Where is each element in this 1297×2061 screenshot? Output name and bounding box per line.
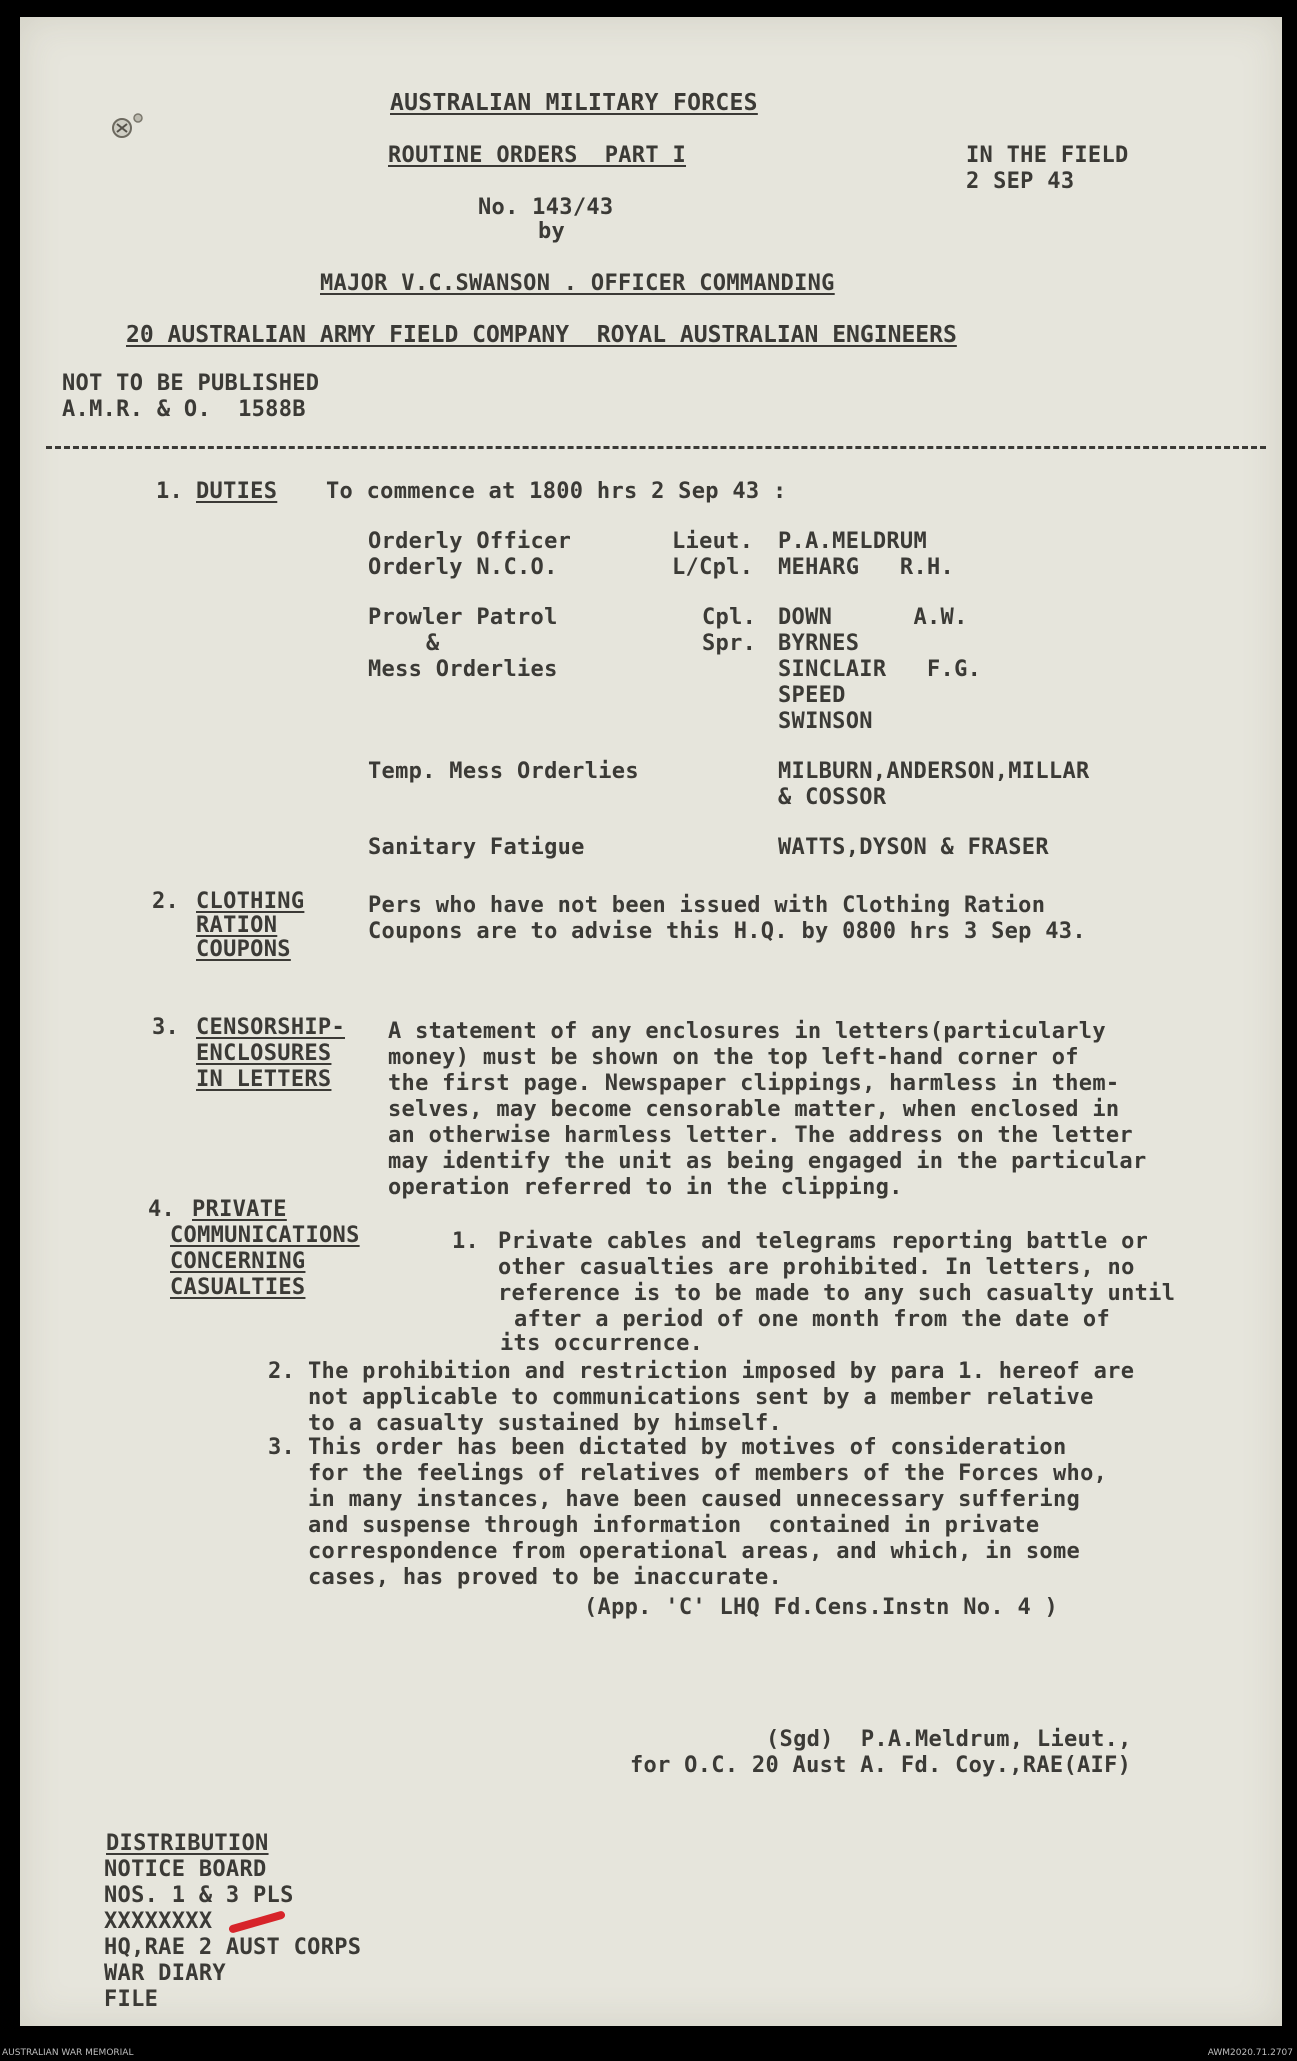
order-number: No. 143/43 [478,195,614,220]
duties-intro: To commence at 1800 hrs 2 Sep 43 : [326,479,787,504]
censorship-heading: ENCLOSURES [196,1041,332,1066]
para-3-text: This order has been dictated by motives of consideration [308,1435,1067,1460]
para-1-text: Private cables and telegrams reporting battle or [498,1229,1149,1254]
clothing-heading: COUPONS [196,937,291,962]
para-3-text: in many instances, have been caused unnecessary suffering [308,1487,1081,1512]
para-2-number: 2. [268,1359,296,1384]
duty-rank: Cpl. [702,605,757,630]
duty-name: DOWN A.W. [778,605,968,630]
para-2-text: not applicable to communications sent by a member relative [308,1385,1094,1410]
duty-name: SINCLAIR F.G. [778,657,982,682]
censorship-text: an otherwise harmless letter. The address on the letter [388,1123,1133,1148]
forces-title: AUSTRALIAN MILITARY FORCES [390,90,758,116]
duty-name: SPEED [778,683,846,708]
distribution-item: WAR DIARY [104,1961,226,1986]
clothing-heading: CLOTHING [196,889,305,914]
distribution-item: FILE [104,1987,159,2012]
distribution-item: HQ,RAE 2 AUST CORPS [104,1935,362,1960]
section-2-number: 2. [152,889,180,914]
censorship-text: operation referred to in the clipping. [388,1175,903,1200]
distribution-item-struck: XXXXXXXX [104,1909,213,1934]
staple-hole-icon [108,110,148,140]
duty-name: SWINSON [778,709,873,734]
para-1-number: 1. [452,1229,480,1254]
censorship-heading: CENSORSHIP- [196,1015,345,1040]
footer-credit: AUSTRALIAN WAR MEMORIAL [2,2048,134,2058]
duty-role: Mess Orderlies [368,657,558,682]
unit-line: 20 AUSTRALIAN ARMY FIELD COMPANY ROYAL AUSTRALIAN ENGINEERS [126,322,957,348]
para-3-number: 3. [268,1435,296,1460]
censorship-text: A statement of any enclosures in letters(particularly [388,1019,1106,1044]
private-heading: CONCERNING [170,1249,306,1274]
duty-role: Prowler Patrol [368,605,558,630]
not-published-note: NOT TO BE PUBLISHED [62,371,320,396]
duty-role: Temp. Mess Orderlies [368,759,639,784]
censorship-text: selves, may become censorable matter, when enclosed in [388,1097,1120,1122]
footer-accession-number: AWM2020.71.2707 [1207,2048,1293,2058]
para-3-text: cases, has proved to be inaccurate. [308,1565,783,1590]
date-text: 2 SEP 43 [966,169,1075,194]
censorship-text: may identify the unit as being engaged in the particular [388,1149,1147,1174]
censorship-heading: IN LETTERS [196,1067,332,1092]
duty-rank: L/Cpl. [672,555,754,580]
amr-reference: A.M.R. & O. 1588B [62,397,306,422]
para-2-text: The prohibition and restriction imposed by para 1. hereof are [308,1359,1135,1384]
signature-line: (Sgd) P.A.Meldrum, Lieut., [766,1727,1132,1752]
para-3-text: and suspense through information contained in private [308,1513,1040,1538]
section-3-number: 3. [152,1015,180,1040]
para-1-text: after a period of one month from the date of [514,1307,1110,1332]
private-heading: PRIVATE [192,1197,287,1222]
distribution-heading: DISTRIBUTION [106,1831,269,1856]
duty-name: MEHARG R.H. [778,555,955,580]
duty-name: MILBURN,ANDERSON,MILLAR [778,759,1090,784]
duty-role: Orderly N.C.O. [368,555,558,580]
distribution-item: NOS. 1 & 3 PLS [104,1883,294,1908]
private-heading: CASUALTIES [170,1275,306,1300]
duty-name: & COSSOR [778,785,887,810]
routine-orders-title: ROUTINE ORDERS PART I [388,143,686,168]
duties-heading: DUTIES [196,479,278,504]
clothing-text: Pers who have not been issued with Clothing Ration [368,893,1046,918]
duty-role: Sanitary Fatigue [368,835,585,860]
para-2-text: to a casualty sustained by himself. [308,1411,783,1436]
section-1-number: 1. [156,479,184,504]
para-1-text: other casualties are prohibited. In letters, no [498,1255,1135,1280]
para-3-text: correspondence from operational areas, and which, in some [308,1539,1081,1564]
censorship-text: the first page. Newspaper clippings, harmless in them- [388,1071,1120,1096]
section-4-number: 4. [148,1197,176,1222]
para-1-text: its occurrence. [500,1331,704,1356]
duty-name: BYRNES [778,631,860,656]
signature-for-line: for O.C. 20 Aust A. Fd. Coy.,RAE(AIF) [630,1753,1132,1778]
para-3-text: for the feelings of relatives of members of the Forces who, [308,1461,1108,1486]
duty-role: Orderly Officer [368,529,572,554]
private-heading: COMMUNICATIONS [170,1223,360,1248]
distribution-item: NOTICE BOARD [104,1857,267,1882]
clothing-text: Coupons are to advise this H.Q. by 0800 hrs 3 Sep 43. [368,919,1086,944]
duty-rank: Spr. [702,631,757,656]
duty-rank: Lieut. [672,529,754,554]
censorship-text: money) must be shown on the top left-hand corner of [388,1045,1079,1070]
reference-line: (App. 'C' LHQ Fd.Cens.Instn No. 4 ) [584,1595,1059,1620]
header-divider [46,446,1266,449]
duty-role: & [426,631,440,656]
duty-name: P.A.MELDRUM [778,529,927,554]
duty-name: WATTS,DYSON & FRASER [778,835,1049,860]
by-text: by [538,219,566,244]
clothing-heading: RATION [196,913,278,938]
officer-line: MAJOR V.C.SWANSON . OFFICER COMMANDING [320,271,835,296]
para-1-text: reference is to be made to any such casualty until [498,1281,1176,1306]
location-text: IN THE FIELD [966,143,1129,168]
